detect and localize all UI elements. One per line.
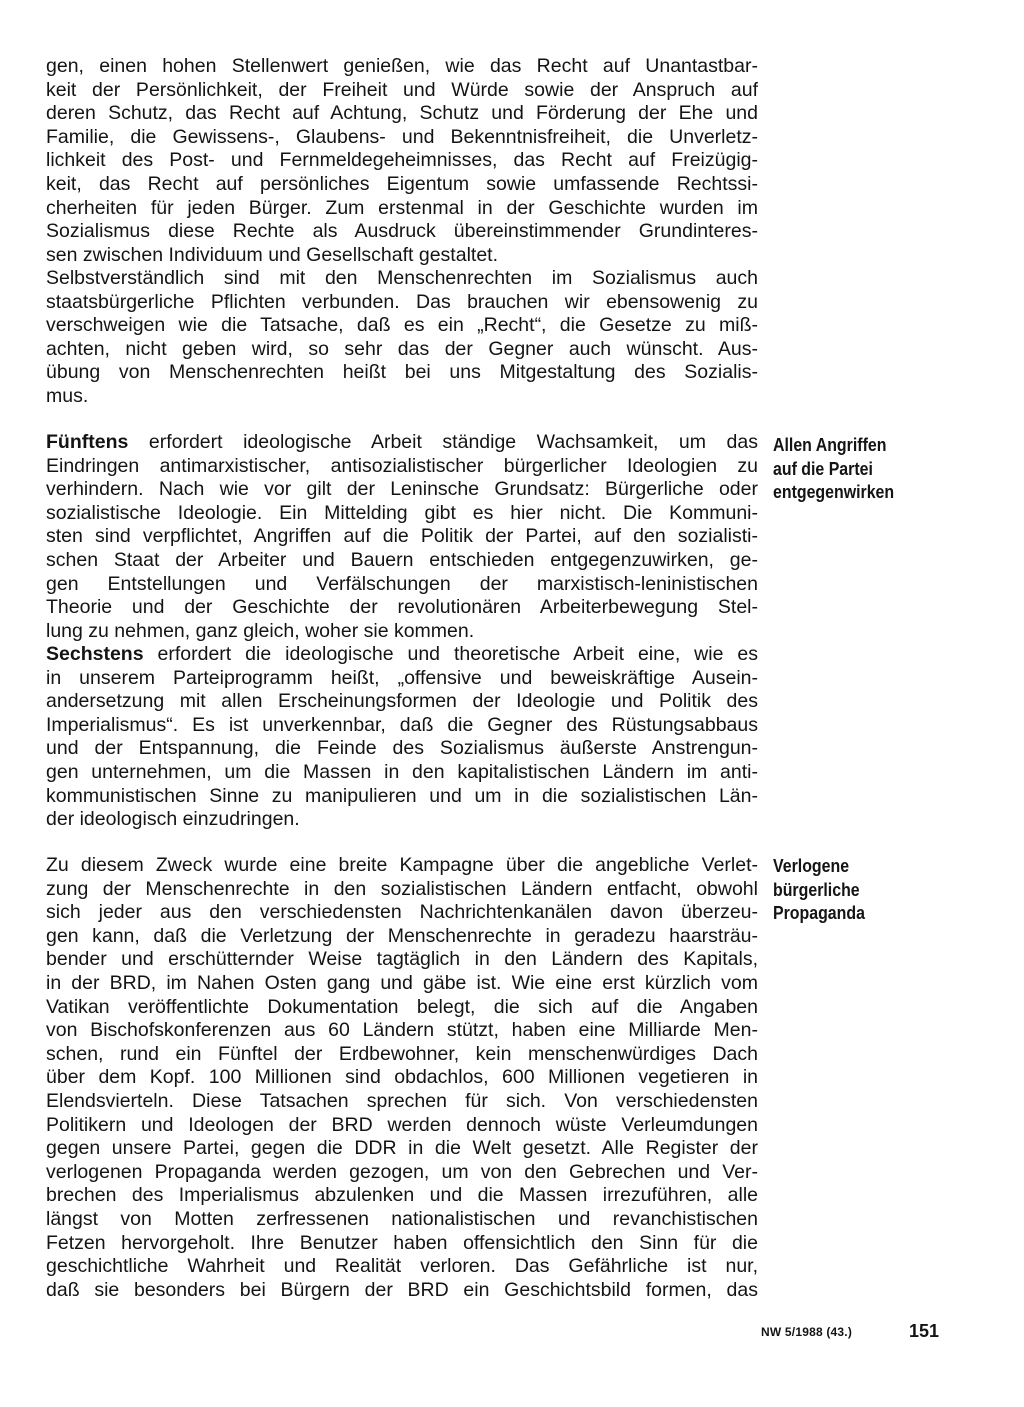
text-line: deren Schutz, das Recht auf Achtung, Schutz und Förderung der Ehe und [46, 102, 758, 125]
text-line: gen unternehmen, um die Massen in den kapitalistischen Ländern im anti- [46, 760, 758, 783]
text-line: Fünftens erfordert ideologische Arbeit ständige Wachsamkeit, um das [46, 431, 758, 453]
text-line: Politikern und Ideologen der BRD werden dennoch wüste Verleumdungen [46, 1113, 758, 1136]
text-line: schen, rund ein Fünftel der Erdbewohner, kein menschenwürdiges Dach [46, 1042, 758, 1065]
text-line: sen zwischen Individuum und Gesellschaft gestaltet. [46, 243, 498, 266]
text-line: über dem Kopf. 100 Millionen sind obdachlos, 600 Millionen vegetieren in [46, 1066, 758, 1089]
text-line: verlogenen Propaganda werden gezogen, um von den Gebrechen und Ver- [46, 1160, 758, 1183]
text-line: schen Staat der Arbeiter und Bauern entschieden entgegenzuwirken, ge- [46, 548, 758, 571]
margin-note-propaganda [773, 854, 936, 925]
margin-note-line: bürgerliche [773, 878, 860, 900]
text-line: lung zu nehmen, ganz gleich, woher sie kommen. [46, 619, 475, 642]
text-line: übung von Menschenrechten heißt bei uns Mitgestaltung des Sozialis- [46, 361, 758, 384]
text-line: gen, einen hohen Stellenwert genießen, wie das Recht auf Unantastbar- [46, 55, 758, 77]
margin-note-line: Verlogene [773, 855, 850, 876]
text-line: Familie, die Gewissens-, Glaubens- und Bekenntnisfreiheit, die Unverletz- [46, 125, 758, 148]
margin-note-line: entgegenwirken [773, 481, 895, 502]
margin-note-line: auf die Partei [773, 457, 873, 479]
paragraph-campaign [46, 854, 758, 1302]
page-number: 151 [909, 1321, 940, 1341]
margin-note-line: Allen Angriffen [773, 434, 887, 455]
text-line: mus. [46, 384, 89, 407]
text-line: Selbstverständlich sind mit den Menschenrechten im Sozialismus auch [46, 267, 758, 289]
text-line: gen Entstellungen und Verfälschungen der marxistisch-leninistischen [46, 572, 758, 595]
text-line: Eindringen antimarxistischer, antisozialistischer bürgerlicher Ideologien zu [46, 454, 758, 477]
keyword-fuenftens: Fünftens [46, 431, 129, 453]
text-line: kommunistischen Sinne zu manipulieren und um in die sozialistischen Län- [46, 784, 758, 807]
text-line: verschweigen wie die Tatsache, daß es ein „Recht“, die Gesetze zu miß- [46, 314, 758, 337]
text-line: bender und erschütternder Weise tagtäglich in den Ländern des Kapitals, [46, 948, 758, 971]
text-line: längst von Motten zerfressenen nationalistischen und revanchistischen [46, 1207, 758, 1230]
text-line: Theorie und der Geschichte der revolutionären Arbeiterbewegung Stel- [46, 596, 758, 619]
text-line: gegen unsere Partei, gegen die DDR in die Welt gesetzt. Alle Register der [46, 1137, 758, 1160]
text-line: sozialistische Ideologie. Ein Mittelding gibt es hier nicht. Die Kommuni- [46, 501, 758, 524]
text-line: geschichtliche Wahrheit und Realität verloren. Das Gefährliche ist nur, [46, 1255, 758, 1278]
text-line: brechen des Imperialismus abzulenken und die Massen irrezuführen, alle [46, 1184, 758, 1207]
text-line: keit der Persönlichkeit, der Freiheit und Würde sowie der Anspruch auf [46, 78, 758, 101]
text-line: der ideologisch einzudringen. [46, 808, 300, 831]
text-line: keit, das Recht auf persönliches Eigentum sowie umfassende Rechtssi- [46, 172, 758, 195]
keyword-sechstens: Sechstens [46, 643, 144, 665]
text-line: verhindern. Nach wie vor gilt der Leninsche Grundsatz: Bürgerliche oder [46, 478, 758, 501]
text-line: in unserem Parteiprogramm heißt, „offensive und beweiskräftige Ausein- [46, 666, 758, 689]
text-line: staatsbürgerliche Pflichten verbunden. Das brauchen wir ebensowenig zu [46, 290, 758, 313]
text-line: Sozialismus diese Rechte als Ausdruck übereinstimmender Grundinteres- [46, 220, 758, 243]
paragraph-sixth [46, 643, 758, 832]
text-line: von Bischofskonferenzen aus 60 Ländern stützt, haben eine Milliarde Men- [46, 1019, 758, 1042]
text-line: gen kann, daß die Verletzung der Menschenrechte in geradezu haarsträu- [46, 924, 758, 947]
paragraph-duties [46, 267, 758, 409]
text-line: andersetzung mit allen Erscheinungsformen der Ideologie und Politik des [46, 690, 758, 713]
text-line: cherheiten für jeden Bürger. Zum erstenmal in der Geschichte wurden im [46, 196, 758, 219]
text-line: Fetzen hervorgeholt. Ihre Benutzer haben offensichtlich den Sinn für die [46, 1231, 758, 1254]
text-line: in der BRD, im Nahen Osten gang und gäbe ist. Wie eine erst kürzlich vom [46, 971, 758, 994]
text-line: lichkeit des Post- und Fernmeldegeheimnisses, das Recht auf Freizügig- [46, 149, 758, 172]
paragraph-rights [46, 55, 758, 267]
text-line: Zu diesem Zweck wurde eine breite Kampagne über die angebliche Verlet- [46, 854, 758, 876]
text-line: achten, nicht geben wird, so sehr das der Gegner auch wünscht. Aus- [46, 337, 758, 360]
text-line: Vatikan veröffentlichte Dokumentation belegt, die sich auf die Angaben [46, 995, 758, 1018]
text-line: sich jeder aus den verschiedensten Nachrichtenkanälen davon überzeu- [46, 901, 758, 924]
text-line: daß sie besonders bei Bürgern der BRD ein Geschichtsbild formen, das [46, 1278, 758, 1301]
margin-note-attacks [773, 433, 936, 504]
text-line: Imperialismus“. Es ist unverkennbar, daß die Gegner des Rüstungsabbaus [46, 713, 758, 736]
margin-note-line: Propaganda [773, 902, 865, 923]
text-line: Sechstens erfordert die ideologische und theoretische Arbeit eine, wie es [46, 643, 758, 665]
text-line: sten sind verpflichtet, Angriffen auf die Politik der Partei, auf den sozialisti- [46, 525, 758, 548]
source-reference: NW 5/1988 (43.) [761, 1325, 853, 1339]
text-line: Elendsvierteln. Diese Tatsachen sprechen für sich. Von verschiedensten [46, 1089, 758, 1112]
paragraph-fifth [46, 431, 758, 643]
text-line: zung der Menschenrechte in den sozialistischen Ländern entfacht, obwohl [46, 877, 758, 900]
text-line: und der Entspannung, die Feinde des Sozialismus äußerste Anstrengun- [46, 737, 758, 760]
